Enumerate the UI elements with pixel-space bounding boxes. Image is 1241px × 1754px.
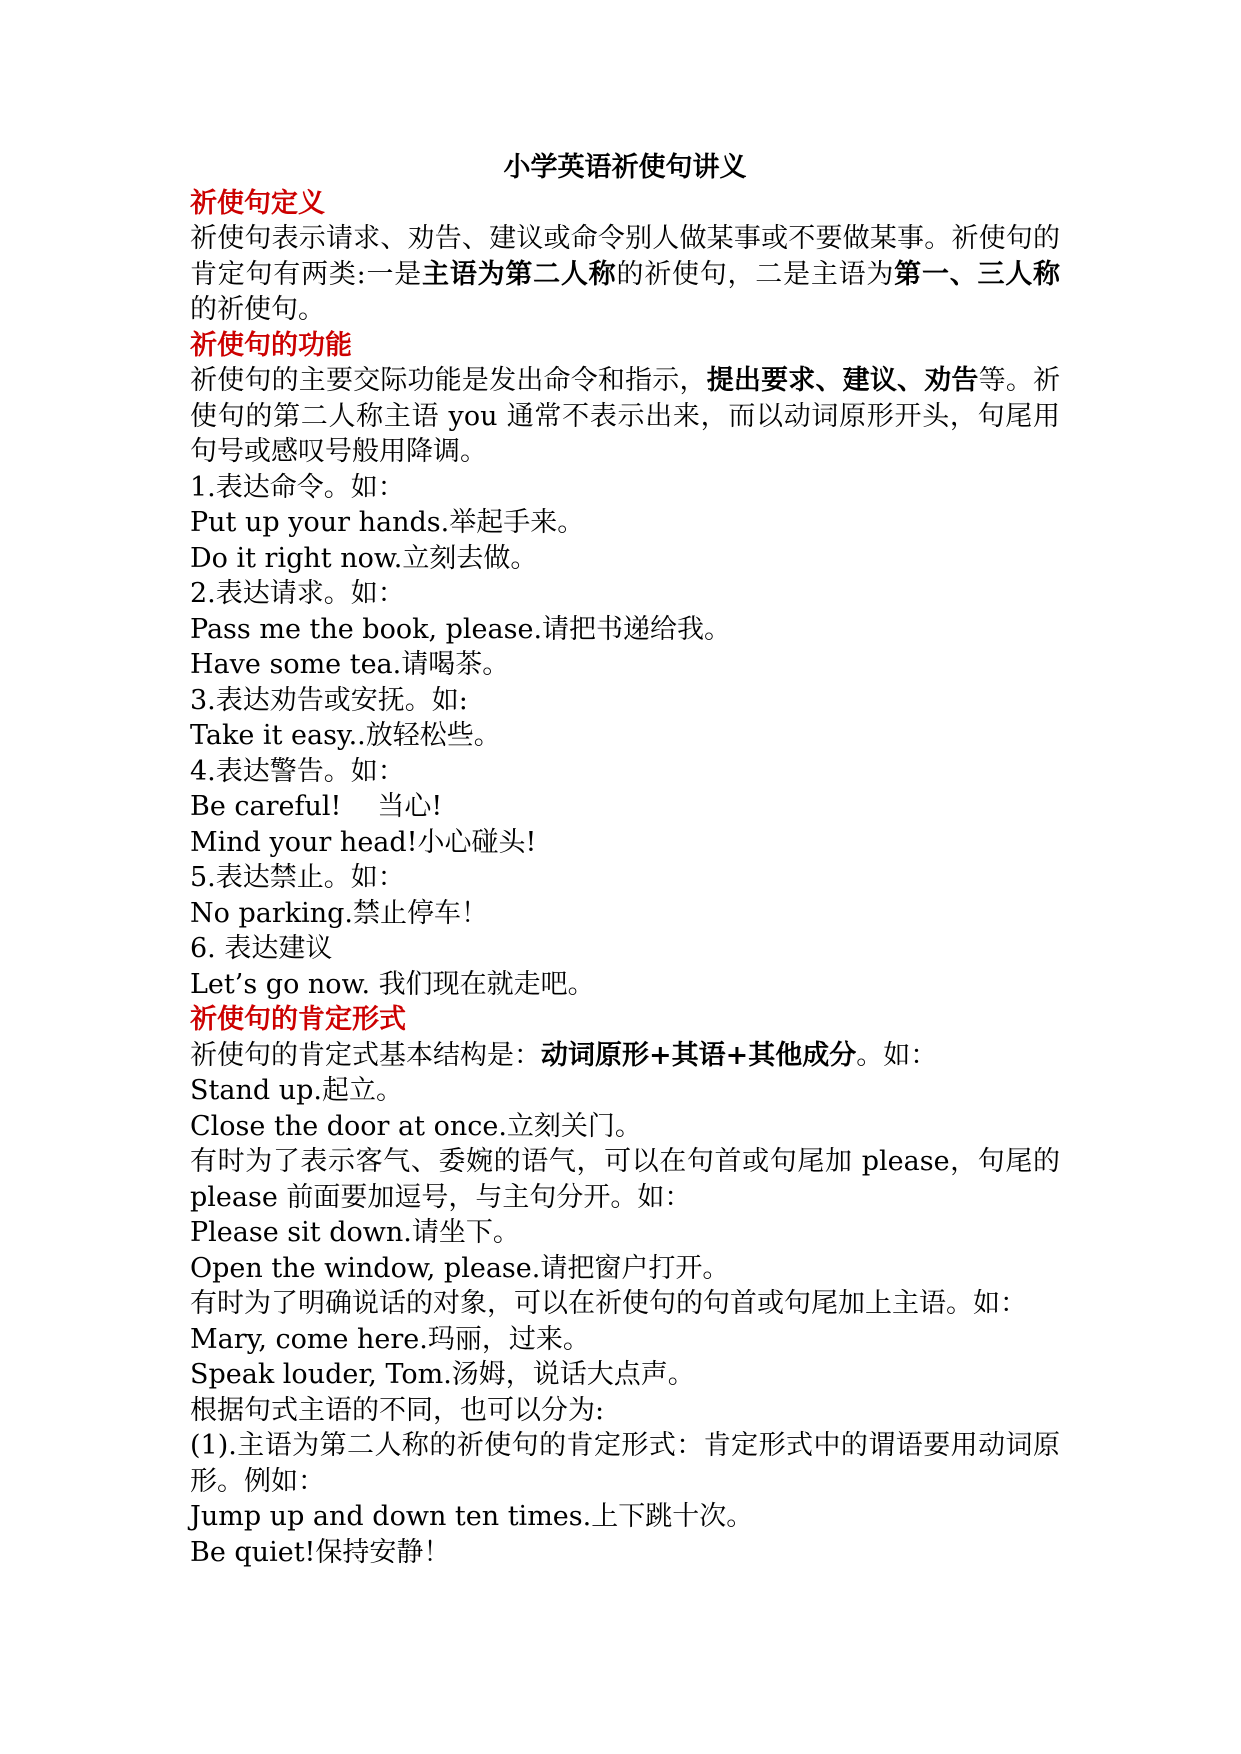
list-item: Open the window, please.请把窗户打开。 bbox=[190, 1252, 730, 1284]
document-body bbox=[190, 150, 1060, 1570]
list-item: 6. 表达建议 bbox=[190, 933, 333, 964]
list-item: Pass me the book, please.请把书递给我。 bbox=[190, 613, 732, 645]
section-heading-definition: 祈使句定义 bbox=[190, 187, 325, 219]
section-heading-function: 祈使句的功能 bbox=[190, 329, 352, 361]
list-item: 3.表达劝告或安抚。如: bbox=[190, 684, 468, 716]
list-item: Do it right now.立刻去做。 bbox=[190, 542, 538, 574]
warning-example: Be careful! 当心! bbox=[190, 791, 443, 822]
list-item: Please sit down.请坐下。 bbox=[190, 1217, 520, 1248]
bold-phrase: 提出要求、建议、劝告 bbox=[706, 365, 979, 396]
list-item: 根据句式主语的不同，也可以分为: bbox=[190, 1394, 605, 1426]
list-item: No parking.禁止停车！ bbox=[190, 897, 489, 929]
bold-phrase: 主语为第二人称 bbox=[422, 258, 617, 290]
list-item: Speak louder, Tom.汤姆，说话大点声。 bbox=[190, 1359, 695, 1390]
definition-paragraph: 祈使句表示请求、劝告、建议或命令别人做某事或不要做某事。祈使句的肯定句有两类:一是主语为第二人称的祈使句，二是主语为第一、三人称的祈使句。 bbox=[190, 223, 1061, 325]
function-paragraph: 祈使句的主要交际功能是发出命令和指示，提出要求、建议、劝告等。祈使句的第二人称主语 you 通常不表示出来，而以动词原形开头，句尾用句号或感叹号般用降调。 bbox=[190, 365, 1061, 467]
list-item: Mary, come here.玛丽，过来。 bbox=[190, 1323, 590, 1355]
list-item: Let’s go now. 我们现在就走吧。 bbox=[190, 968, 595, 1000]
list-item: 1.表达命令。如： bbox=[190, 471, 405, 503]
list-item: Put up your hands.举起手来。 bbox=[190, 507, 585, 538]
bold-phrase: 第一、三人称 bbox=[894, 258, 1061, 290]
list-item: Stand up.起立。 bbox=[190, 1075, 403, 1106]
please-paragraph: 有时为了表示客气、委婉的语气，可以在句首或句尾加 please，句尾的 please 前面要加逗号，与主句分开。如： bbox=[190, 1146, 1060, 1213]
structure-line: 祈使句的肯定式基本结构是：动词原形+其语+其他成分。如： bbox=[190, 1039, 938, 1071]
list-item: Mind your head!小心碰头! bbox=[190, 826, 537, 858]
list-item: 4.表达警告。如： bbox=[190, 755, 405, 787]
second-person-paragraph: (1).主语为第二人称的祈使句的肯定形式：肯定形式中的谓语要用动词原形。例如： bbox=[190, 1430, 1060, 1497]
list-item: Take it easy..放轻松些。 bbox=[190, 720, 501, 751]
list-item: Be quiet!保持安静！ bbox=[190, 1536, 451, 1568]
list-item: 2.表达请求。如： bbox=[190, 578, 405, 609]
list-item: Close the door at once.立刻关门。 bbox=[190, 1110, 642, 1142]
bold-phrase: 动词原形+其语+其他成分 bbox=[541, 1039, 857, 1071]
list-item: 5.表达禁止。如： bbox=[190, 862, 405, 893]
list-item: Jump up and down ten times.上下跳十次。 bbox=[190, 1501, 754, 1532]
subject-paragraph: 有时为了明确说话的对象，可以在祈使句的句首或句尾加上主语。如： bbox=[190, 1288, 1027, 1319]
document-title: 小学英语祈使句讲义 bbox=[503, 152, 747, 183]
list-item: Have some tea.请喝茶。 bbox=[190, 649, 510, 680]
section-heading-affirmative: 祈使句的肯定形式 bbox=[190, 1004, 406, 1035]
